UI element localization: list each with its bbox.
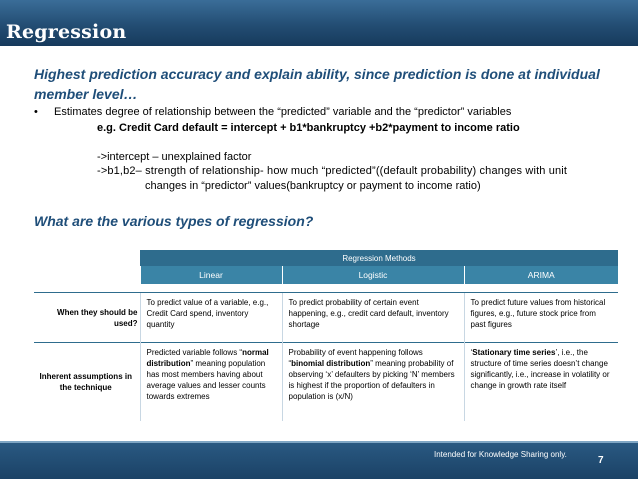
slide-title: Regression	[6, 21, 127, 43]
explanation-intercept: ->intercept – unexplained factor	[97, 151, 252, 163]
cell-linear-usage: To predict value of a variable, e.g., Credit Card spend, inventory quantity	[140, 293, 282, 343]
row-label-assumptions: Inherent assumptions in the technique	[34, 343, 140, 421]
cell-logistic-assumptions: Probability of event happening follows “binomial distribution” meaning probability of observing ‘x’ defaulters by picking ‘N’ members is highest if the proportion of defaulters in population is (x/N)	[282, 343, 464, 421]
footer-bar	[0, 441, 638, 479]
table-row	[34, 293, 618, 343]
cell-arima-usage: To predict future values from historical figures, e.g., future stock price from past figures	[464, 293, 618, 343]
term-stationary-time-series: Stationary time series	[472, 348, 556, 357]
example-equation: e.g. Credit Card default = intercept + b1*bankruptcy +b2*payment to income ratio	[97, 122, 520, 134]
explanation-coefficients-continued: changes in “predictor” values(bankruptcy or payment to income ratio)	[145, 180, 481, 192]
title-bar	[0, 0, 638, 46]
page-number: 7	[598, 455, 604, 466]
table-group-header-row	[34, 250, 618, 266]
row-label-usage: When they should be used?	[34, 293, 140, 343]
table-row	[34, 343, 618, 421]
headline: Highest prediction accuracy and explain ability, since prediction is done at individual member level…	[34, 66, 600, 102]
cell-arima-assumptions: ‘Stationary time series’, i.e., the structure of time series doesn’t change significantly, i.e., increase in volatility or change in growth rate itself	[464, 343, 618, 421]
bullet-icon: •	[34, 106, 38, 118]
cell-logistic-usage: To predict probability of certain event happening, e.g., credit card default, inventory shortage	[282, 293, 464, 343]
table-column-header-row	[34, 266, 618, 284]
column-header-arima: ARIMA	[464, 266, 618, 284]
bullet-text: Estimates degree of relationship between the “predicted” variable and the “predictor” variables	[54, 106, 512, 118]
footer-accent-line	[0, 441, 638, 443]
footer-note: Intended for Knowledge Sharing only.	[434, 450, 567, 459]
table-group-header: Regression Methods	[140, 250, 618, 266]
cell-linear-assumptions: Predicted variable follows “normal distribution” meaning population has most members having about average values and lesser counts towards extremes	[140, 343, 282, 421]
regression-methods-table	[34, 250, 618, 421]
column-header-logistic: Logistic	[282, 266, 464, 284]
types-subheading: What are the various types of regression?	[34, 213, 314, 229]
term-binomial-distribution: binomial distribution	[291, 359, 371, 368]
column-header-linear: Linear	[140, 266, 282, 284]
term-normal-distribution: normal distribution	[146, 348, 269, 368]
explanation-coefficients: ->b1,b2– strength of relationship- how much “predicted”((default probability) changes with unit	[97, 165, 568, 177]
